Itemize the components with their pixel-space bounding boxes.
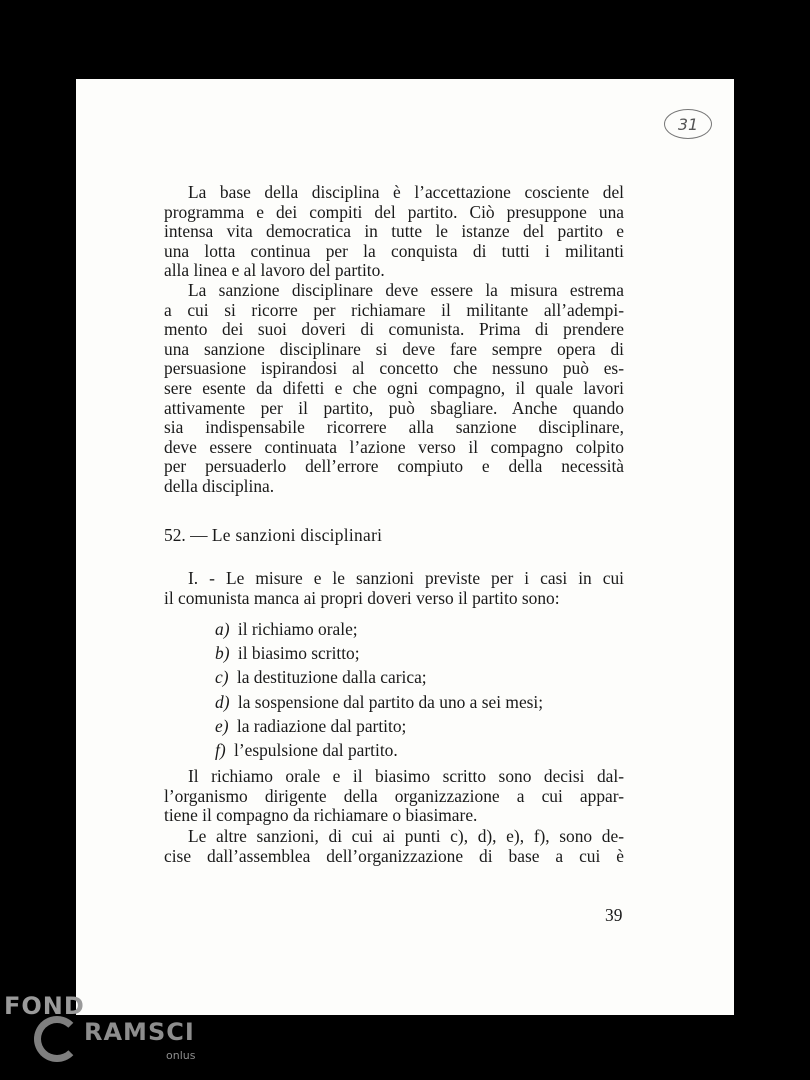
paragraph-2: La sanzione disciplinare deve essere la misura estrema a cui si ricorre per richiamare il militante all’adempi- mento dei suoi doveri di comunista. Prima di prendere una sanzione disciplinare si deve fare sempre opera di persuasione ispirandosi al concetto che nessuno può es- sere esente da difetti e che ogni compagno, il quale lavori attivamente per il partito, può sbagliare. Anche quando sia indispensabile ricorrere alla sanzione disciplinare, deve essere continuata l’azione verso il compagno colpito per persuaderlo dell’errore compiuto e della necessità della disciplina. bbox=[164, 280, 624, 496]
fondazione-gramsci-watermark bbox=[4, 992, 204, 1072]
watermark-line2: RAMSCI bbox=[84, 1018, 195, 1046]
list-item: e) la radiazione dal partito; bbox=[215, 715, 407, 736]
section-title: Le sanzioni disciplinari bbox=[211, 525, 383, 545]
page-number: 39 bbox=[605, 905, 623, 925]
intro-paragraph: I. - Le misure e le sanzioni previste per i casi in cui il comunista manca ai propri doveri verso il partito sono: bbox=[164, 568, 624, 608]
list-item: b) il biasimo scritto; bbox=[215, 643, 360, 664]
watermark-sub: onlus bbox=[166, 1049, 196, 1062]
list-item: f) l’espulsione dal partito. bbox=[215, 739, 398, 760]
document-page bbox=[76, 79, 734, 1015]
list-item: c) la destituzione dalla carica; bbox=[215, 667, 427, 688]
section-heading bbox=[164, 525, 382, 546]
watermark-g-logo-icon bbox=[34, 1016, 80, 1062]
section-dash: — bbox=[190, 525, 208, 545]
paragraph-closing-2: Le altre sanzioni, di cui ai punti c), d), e), f), sono de- cise dall’assemblea dell’organizzazione di base a cui è bbox=[164, 826, 624, 866]
paragraph-closing-1: Il richiamo orale e il biasimo scritto sono decisi dal- l’organismo dirigente della organizzazione a cui appar- tiene il compagno da richiamare o biasimare. bbox=[164, 766, 624, 826]
archive-number-stamp: 31 bbox=[664, 109, 712, 139]
list-item: a) il richiamo orale; bbox=[215, 619, 358, 639]
list-item: d) la sospensione dal partito da uno a sei mesi; bbox=[215, 691, 544, 712]
paragraph-1: La base della disciplina è l’accettazione cosciente del programma e dei compiti del partito. Ciò presuppone una intensa vita democratica in tutte le istanze del partito e una lotta continua per la conquista di tutti i militanti alla linea e al lavoro del partito. bbox=[164, 182, 624, 281]
watermark-line1: FOND bbox=[4, 992, 85, 1020]
sanctions-list bbox=[215, 617, 543, 762]
section-number: 52. bbox=[164, 525, 186, 545]
